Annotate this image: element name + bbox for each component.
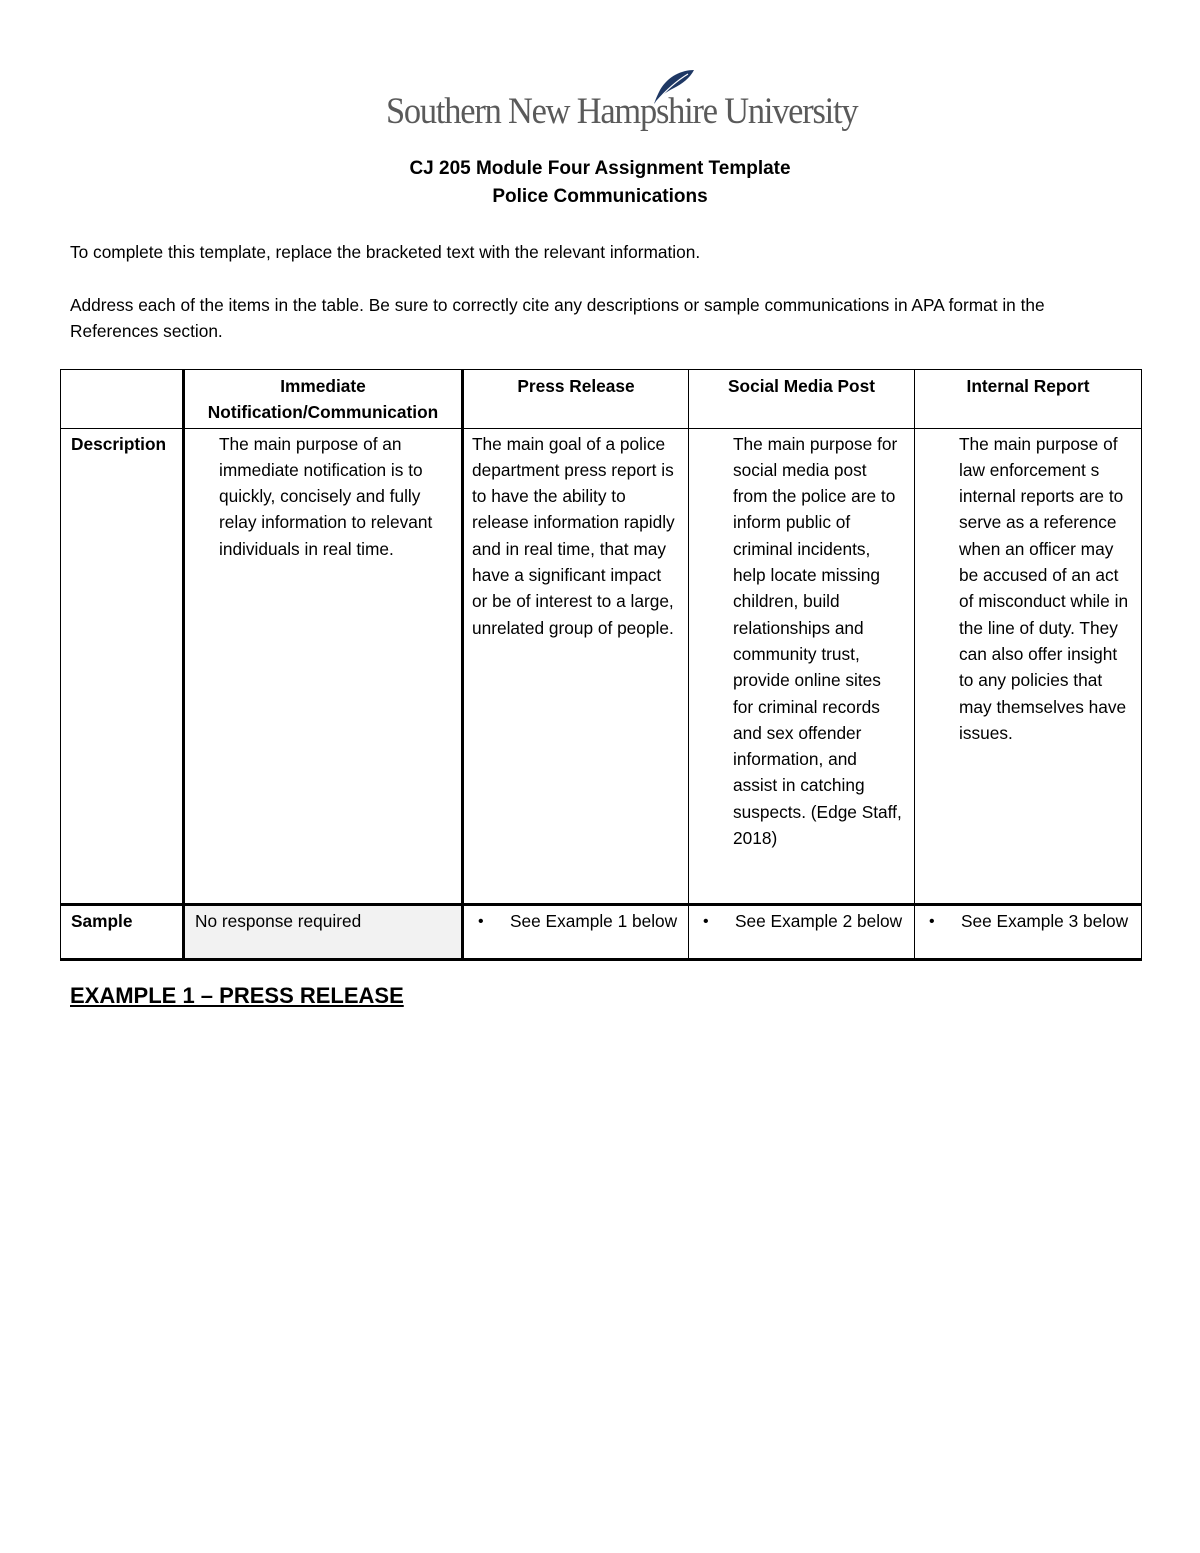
table-cell: The main purpose of an immediate notification is to quickly, concisely and fully relay information to relevant individuals in real time. xyxy=(184,428,463,904)
section-heading: EXAMPLE 1 – PRESS RELEASE xyxy=(70,983,404,1008)
table-header-cell: Social Media Post xyxy=(689,370,915,429)
sample-text: See Example 1 below xyxy=(510,910,678,931)
table-cell: The main goal of a police department press report is to have the ability to release information rapidly and in real time, that may have a significant impact or be of interest to a large, unrelated group of people. xyxy=(463,428,689,904)
sample-text: See Example 3 below xyxy=(961,910,1129,931)
bullet-icon: • xyxy=(703,912,709,930)
row-label: Description xyxy=(61,428,184,904)
page-subtitle: Police Communications xyxy=(492,186,708,207)
table-cell: The main purpose for social media post from the police are to inform public of criminal incidents, help locate missing children, build relationships and community trust, provide online sites for criminal records and sex offender information, and assist in catching suspects. (Edge Staff, 2018) xyxy=(689,428,915,904)
table-cell xyxy=(463,904,689,959)
table-row xyxy=(61,428,1142,904)
communications-table xyxy=(60,369,1142,961)
table-cell xyxy=(689,904,915,959)
table-row xyxy=(61,904,1142,959)
table-header-cell: Internal Report xyxy=(915,370,1142,429)
instruction-paragraph: To complete this template, replace the bracketed text with the relevant information. xyxy=(70,242,701,262)
bullet-icon: • xyxy=(929,912,935,930)
university-logo xyxy=(386,68,858,138)
sample-text: See Example 2 below xyxy=(735,910,903,931)
table-header-row xyxy=(61,370,1142,429)
table-cell: No response required xyxy=(184,904,463,959)
table-header-cell: Immediate Notification/Communication xyxy=(184,370,463,429)
table-cell: The main purpose of law enforcement s internal reports are to serve as a reference when an officer may be accused of an act of misconduct while in the line of duty. They can also offer insight to any policies that may themselves have issues. xyxy=(915,428,1142,904)
logo-wordmark: Southern New Hampshire University xyxy=(386,91,858,132)
table-cell xyxy=(915,904,1142,959)
bullet-icon: • xyxy=(478,912,484,930)
page-title: CJ 205 Module Four Assignment Template xyxy=(409,158,791,179)
instruction-paragraph: Address each of the items in the table. Be sure to correctly cite any descriptions or sample communications in APA format in the References section. xyxy=(70,295,1045,341)
table-header-cell xyxy=(61,370,184,429)
table-header-cell: Press Release xyxy=(463,370,689,429)
row-label: Sample xyxy=(61,904,184,959)
